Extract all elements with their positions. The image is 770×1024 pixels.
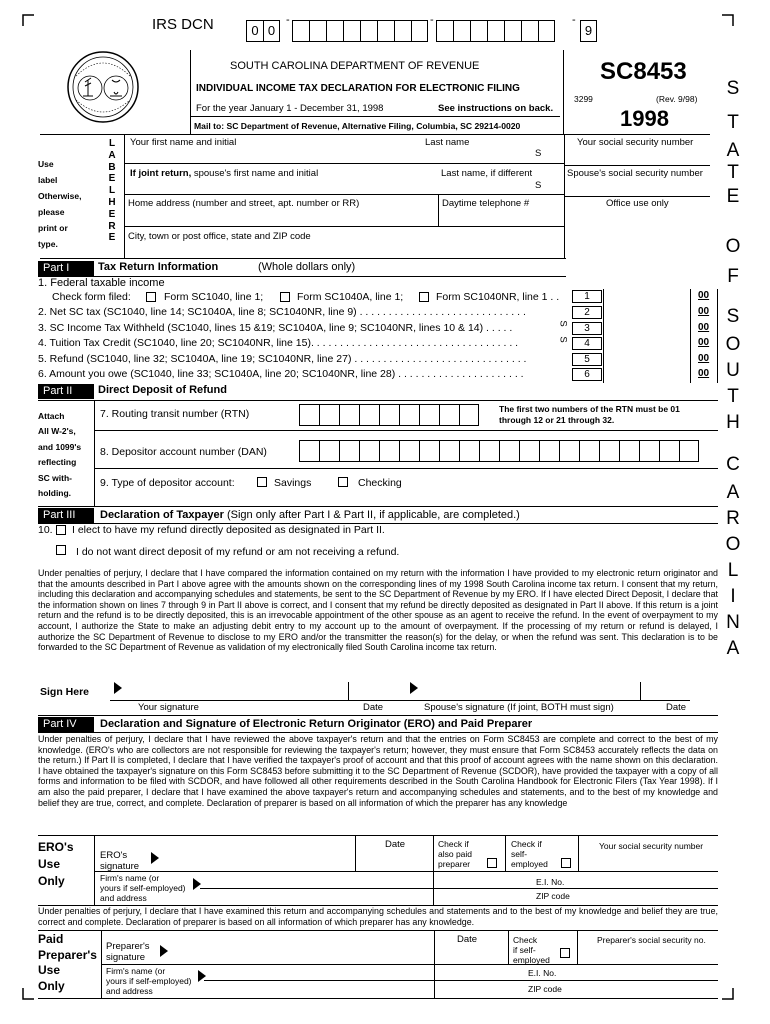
form-revision: (Rev. 9/98) [656,94,698,104]
side-title-letter: A [726,140,740,161]
line-10-number: 10. [38,524,53,536]
attach-line: Attach [38,411,65,421]
check-paid-line: preparer [438,859,471,869]
attach-line: holding. [38,488,72,499]
side-title-letter: S [726,306,740,327]
ero-self-employed-label [511,839,548,869]
paid-prep-line: Paid [38,932,64,946]
side-title-letter: R [726,508,740,529]
side-title-letter: O [725,534,741,555]
line-number-box: 6 [572,368,602,381]
label-here-letter: B [108,161,116,173]
paid-prep-line: Only [38,978,65,993]
dcn-box-group-4[interactable] [580,20,597,42]
form-code: 3299 [574,94,593,104]
label-here-letter: L [108,138,116,149]
eros-use-only-line: ERO's [38,840,74,854]
sc-state-seal-icon [66,50,140,124]
prep-firm-line: and address [106,986,153,996]
eros-use-only-line: Use [38,857,61,871]
label-here-vertical [106,138,118,244]
side-title-letter: T [727,386,739,407]
cents-zero: 00 [698,322,710,333]
cents-zero: 00 [698,337,710,348]
side-title-letter: L [727,560,739,581]
part-ii-title: Direct Deposit of Refund [98,384,227,396]
part-i-label: Part I [38,261,94,276]
form-sc1040-checkbox[interactable] [146,292,156,302]
ero-declaration: Under penalties of perjury, I declare that I have reviewed the above taxpayer's return and that the entries on Form SC8453 are complete and correct to the best of my knowledge. (ERO's who are collectors are not responsible for reviewing the taxpayer's return; however, they must ensure that Form SC8453 accurately reflects the data on the return.) If Part II is completed, I declare that I have verified the taxpayer's proof of account and that this proof of account agrees with the name shown on this declaration. I have obtained the taxpayer's signature on this Form SC8453 before submitting it to the SC Department of Revenue (SCDOR), have provided the taxpayer with a copy of all forms and information to be filed with SCDOR, and have followed all other requirements described in the South Carolina Handbook for Electronic Filers (Tax Year 1998). If I am also the paid preparer, I declare that I have examined the above taxpayer's return and accompanying schedules and statements, and to the best of my knowledge and belief they are true, correct, and complete. Declaration of preparer is based on all information of which the preparer has any knowledge [38,734,718,808]
preparer-zip-field[interactable]: ZIP code [528,984,562,994]
cents-zero: 00 [698,290,710,301]
ero-firm-line: yours if self-employed) [100,883,186,893]
cents-zero: 00 [698,353,710,364]
ero-zip-field[interactable]: ZIP code [536,891,570,901]
checking-label: Checking [358,477,402,489]
also-paid-preparer-checkbox[interactable] [487,858,497,868]
ero-signature-line: signature [100,861,140,872]
sign-here-label: Sign Here [40,686,90,698]
spouse-date-field[interactable]: Date [666,702,687,713]
part-iv-title: Declaration and Signature of Electronic Return Originator (ERO) and Paid Preparer [100,718,533,730]
side-title-letter: O [725,236,741,257]
ero-self-employed-checkbox[interactable] [561,858,571,868]
form-title: INDIVIDUAL INCOME TAX DECLARATION FOR ELECTRONIC FILING [196,83,520,94]
tax-year-text: For the year January 1 - December 31, 1998 [196,103,384,114]
preparer-self-employed-checkbox[interactable] [560,948,570,958]
check-self-line: employed [511,859,548,869]
line-4-label: 4. Tuition Tax Credit (SC1040, line 20; SC1040NR, line 15). . . . . . . . . . . . . . . . . . . . . . . . . . . . . . . . . . . . [38,337,519,349]
mail-to: Mail to: SC Department of Revenue, Alternative Filing, Columbia, SC 29214-0020 [194,121,521,131]
ero-firm-name-field[interactable] [100,873,186,903]
side-title-letter: U [726,360,740,381]
preparer-self-employed-label [513,935,550,965]
form-sc1040a-checkbox[interactable] [280,292,290,302]
side-title-letter: O [725,334,741,355]
use-label-line: Otherwise, [38,191,82,201]
check-paid-line: also paid [438,849,473,859]
arrow-right-icon [160,945,168,957]
savings-label: Savings [274,477,312,489]
label-here-letter: H [108,196,116,208]
prep-signature-line: signature [106,952,146,963]
s-mark: S [557,336,569,343]
side-title-letter: N [726,612,740,633]
daytime-phone-field[interactable]: Daytime telephone # [442,198,530,209]
rtn-input[interactable] [299,404,479,426]
arrow-right-icon [151,852,159,864]
prep-self-line: if self- [513,945,536,955]
line-10-label: I elect to have my refund directly deposited as designated in Part II. [72,524,385,536]
s-mark: S [535,180,542,191]
form-sc1040nr-checkbox[interactable] [419,292,429,302]
ssn-field[interactable]: Your social security number [577,137,694,148]
eros-use-only-line: Only [38,874,65,888]
first-name-field[interactable]: Your first name and initial [130,137,237,148]
dcn-dash: - [430,14,434,26]
no-direct-deposit-checkbox[interactable] [56,545,66,555]
s-mark: S [535,148,542,159]
form-year: 1998 [620,106,669,131]
preparer-signature-field[interactable] [106,941,150,963]
dcn-box-group-1[interactable] [246,20,280,42]
line-2-label: 2. Net SC tax (SC1040, line 14; SC1040A, line 8; SC1040NR, line 9) . . . . . . . . . . . . . . . . . . . . . . . . . . . . . [38,306,526,318]
use-label-line: label [38,175,58,185]
dcn-digit: 0 [263,20,280,42]
paid-preparers-use-only-label [38,932,97,994]
attach-line: reflecting [38,457,77,468]
dcn-digit: 0 [246,20,263,42]
dcn-box-group-2[interactable] [292,20,428,42]
dan-label: 8. Depositor account number (DAN) [100,446,267,458]
line-number-box: 4 [572,337,602,350]
part-i-subtitle: (Whole dollars only) [258,261,356,273]
rtn-label: 7. Routing transit number (RTN) [100,408,250,420]
dcn-dash: - [286,14,290,26]
side-title-letter: E [726,186,740,207]
direct-deposit-checkbox[interactable] [56,525,66,535]
see-instructions: See instructions on back. [438,103,554,114]
prep-firm-line: Firm's name (or [106,966,166,976]
preparer-date-field[interactable]: Date [457,934,478,945]
eros-use-only-label [38,839,74,890]
savings-checkbox[interactable] [257,477,267,487]
preparer-firm-name-field[interactable] [106,966,192,996]
prep-self-line: Check [513,935,538,945]
corner-mark-bottom-right-icon [722,988,734,1000]
line-number-box: 3 [572,322,602,335]
ero-ein-field[interactable]: E.I. No. [536,877,565,887]
part-ii-label: Part II [38,384,94,399]
preparer-ssn-field[interactable]: Preparer's social security no. [597,935,706,945]
spouse-first-name-field[interactable]: If joint return, spouse's first name and initial [130,168,319,179]
label-here-letter: E [108,208,116,220]
line-number-box: 2 [572,306,602,319]
label-here-letter: E [108,173,116,185]
label-here-letter: E [108,232,116,244]
side-title-letter: C [726,454,740,475]
use-label-line: Use [38,159,54,169]
arrow-right-icon [114,682,122,694]
ero-signature-line: ERO's [100,850,128,861]
spouse-ssn-field[interactable]: Spouse's social security number [567,168,703,179]
line-number-box: 1 [572,290,602,303]
check-paid-line: Check if [438,839,469,849]
dcn-box-group-3[interactable] [436,20,555,42]
irs-dcn-label: IRS DCN [152,16,214,33]
paid-prep-line: Use [38,963,61,977]
side-title-letter: I [730,586,736,607]
account-type-label: 9. Type of depositor account: [100,477,235,489]
taxpayer-declaration: Under penalties of perjury, I declare that I have compared the information contained on my return with the information I have provided to my electronic return originator and that the amounts described in Part I above agree with the amounts shown on the corresponding lines of my 1998 South Carolina income tax return. I consent that my return, including this declaration and accompanying schedules and statements, be sent to the SC Department of Revenue by my ERO. If I have elected Direct Deposit, I declare that the information shown on lines 7 through 9 in Part II above is correct, and I consent that my refund be directly deposited as designated in Part II above. If this return is a joint return and the refund is to be directly deposited, this is an irrevocable appointment of the other spouse as an agent to receive the refund. In the event of overpayment to my account, I authorize the State to make an adjusting debit entry to my account up to the amount of overpayment. If the processing of my return or refund is delayed, I authorize the SC Department of Revenue to disclose to my ERO and/or the transmitter the reason(s) for the delay, or when the refund was sent. This declaration is to be forwarded to the SC Department of Revenue as validation of my electronically filed South Carolina income tax return. [38,568,718,653]
preparer-ein-field[interactable]: E.I. No. [528,968,557,978]
ero-firm-line: and address [100,893,147,903]
form-number: SC8453 [600,58,687,85]
use-label-line: print or [38,223,68,233]
cents-zero: 00 [698,306,710,317]
side-title-letter: A [726,482,740,503]
paid-prep-line: Preparer's [38,947,97,962]
check-form-filed-label: Check form filed: [52,291,131,303]
part-i-title: Tax Return Information [98,261,219,273]
attach-line: SC with- [38,472,72,483]
arrow-right-icon [410,682,418,694]
side-title-letter: A [726,638,740,659]
check-self-line: Check if [511,839,542,849]
your-signature-field[interactable]: Your signature [138,702,199,713]
label-here-letter: R [108,220,116,232]
spouse-signature-field[interactable]: Spouse's signature (If joint, BOTH must sign) [424,702,614,713]
side-title-letter: F [727,266,739,287]
side-title-letter: S [726,78,740,99]
line-6-label: 6. Amount you owe (SC1040, line 33; SC1040A, line 20; SC1040NR, line 28) . . . . . . . . . . . . . . . . . . . . . . [38,368,524,380]
dan-input[interactable] [299,440,699,462]
office-use-only: Office use only [606,198,669,209]
no-direct-deposit-label: I do not want direct deposit of my refund or am not receiving a refund. [76,546,400,558]
form-sc1040a-label: Form SC1040A, line 1; [297,291,404,303]
prep-self-line: employed [513,955,550,965]
ero-date-field[interactable]: Date [385,839,406,850]
cents-zero: 00 [698,368,710,379]
attach-line: and 1099's [38,441,82,452]
label-here-letter: A [108,149,116,161]
city-state-zip-field[interactable]: City, town or post office, state and ZIP code [128,231,311,242]
side-title-letter: H [726,412,740,433]
use-label-line: please [38,207,65,217]
form-sc1040nr-label: Form SC1040NR, line 1 . . [436,291,560,303]
spouse-last-name-field[interactable]: Last name, if different [441,168,533,179]
also-paid-preparer-label [438,839,472,869]
preparer-declaration: Under penalties of perjury, I declare that I have examined this return and accompanying schedules and statements and to the best of my knowledge and belief they are true, correct and complete. Declaration of preparer is based on all information of which preparer has any knowledge. [38,906,718,927]
checking-checkbox[interactable] [338,477,348,487]
side-title-letter: T [727,112,739,133]
part-iv-label: Part IV [38,717,94,732]
prep-firm-line: yours if self-employed) [106,976,192,986]
line-number-box: 5 [572,353,602,366]
signature-date-field[interactable]: Date [363,702,384,713]
rtn-note: The first two numbers of the RTN must be 01 through 12 or 21 through 32. [499,404,680,425]
ero-firm-line: Firm's name (or [100,873,160,883]
label-here-letter: L [108,185,116,197]
dept-name: SOUTH CAROLINA DEPARTMENT OF REVENUE [230,60,480,72]
home-address-field[interactable]: Home address (number and street, apt. number or RR) [128,198,360,209]
prep-signature-line: Preparer's [106,941,150,952]
ero-ssn-field[interactable]: Your social security number [599,841,704,851]
side-title-letter: T [727,162,739,183]
ero-signature-field[interactable] [100,850,139,872]
attach-w2-instructions [38,409,81,501]
line-3-label: 3. SC Income Tax Withheld (SC1040, lines 15 &19; SC1040A, line 9; SC1040NR, lines 10 & 14) . . . . . [38,322,513,334]
dcn-digit: 9 [580,20,597,42]
part-iii-title-group: Declaration of Taxpayer (Sign only after Part I & Part II, if applicable, are completed.) [100,509,520,521]
check-self-line: self- [511,849,528,859]
corner-mark-bottom-left-icon [22,988,34,1000]
attach-line: All W-2's, [38,426,76,437]
line-1-label: 1. Federal taxable income [38,277,165,289]
corner-mark-top-right-icon [722,14,734,26]
use-label-line: type. [38,239,58,249]
line-5-label: 5. Refund (SC1040, line 32; SC1040A, line 19; SC1040NR, line 27) . . . . . . . . . . . . . . . . . . . . . . . . . . . . . . [38,353,527,365]
s-mark: S [557,320,569,327]
last-name-field[interactable]: Last name [425,137,470,148]
form-sc1040-label: Form SC1040, line 1; [164,291,264,303]
dcn-dash: - [572,14,576,26]
part-iii-label: Part III [38,508,94,523]
use-label-instructions [38,156,81,252]
corner-mark-top-left-icon [22,14,34,26]
